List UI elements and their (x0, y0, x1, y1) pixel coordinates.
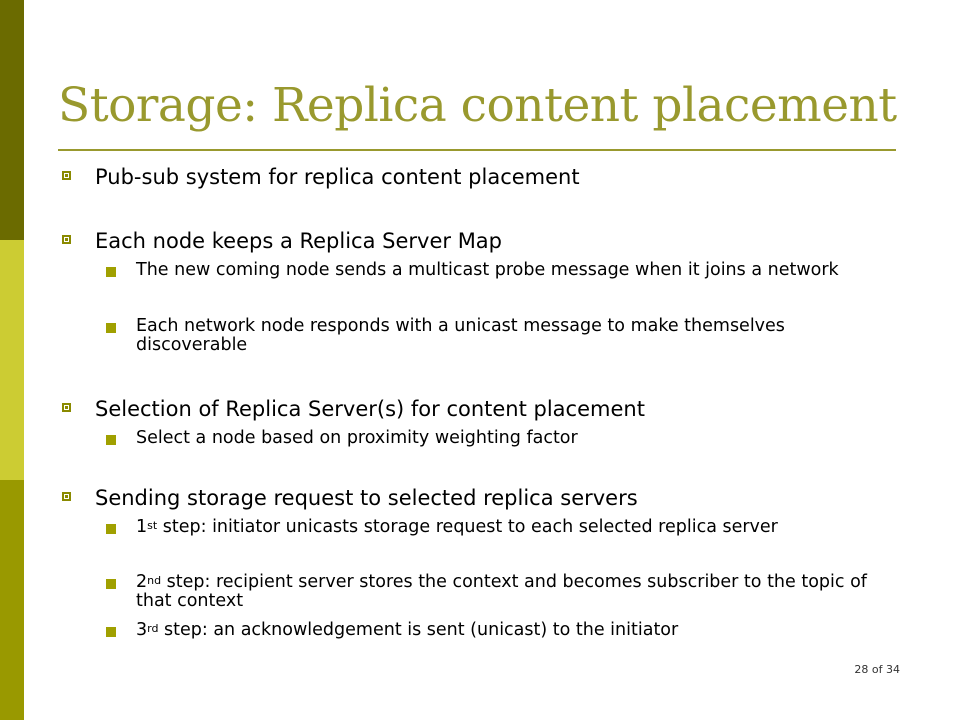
title-underline (58, 149, 896, 151)
step-description: step: recipient server stores the context and becomes subscriber to the topic of that context (136, 572, 867, 611)
square-bullet-icon (62, 235, 71, 244)
bullet-text: Sending storage request to selected replica servers (95, 486, 638, 510)
sub-bullet-text (136, 621, 886, 640)
step-description: step: initiator unicasts storage request to each selected replica server (157, 517, 778, 537)
filled-square-bullet-icon (106, 627, 116, 637)
step-number: 1 (136, 517, 148, 537)
bullet-text: Each node keeps a Replica Server Map (95, 229, 503, 253)
step-ordinal-suffix: st (147, 519, 158, 532)
square-bullet-icon (62, 171, 71, 180)
sub-bullet-text (136, 518, 886, 537)
step-ordinal-suffix: rd (147, 622, 159, 635)
sidebar-band-middle (0, 240, 24, 480)
step-number: 3 (136, 620, 148, 640)
filled-square-bullet-icon (106, 524, 116, 534)
sub-bullet-text (136, 573, 886, 611)
filled-square-bullet-icon (106, 323, 116, 333)
page-number: 28 of 34 (854, 663, 900, 676)
sub-bullet-text: Select a node based on proximity weighting factor (136, 428, 578, 448)
step-number: 2 (136, 572, 148, 592)
step-ordinal-suffix: nd (147, 574, 162, 587)
slide-title: Storage: Replica content placement (58, 78, 897, 133)
sub-bullet-text: Each network node responds with a unicast message to make themselves discoverable (136, 316, 785, 355)
filled-square-bullet-icon (106, 435, 116, 445)
filled-square-bullet-icon (106, 579, 116, 589)
sidebar-band-top (0, 0, 24, 240)
step-description: step: an acknowledgement is sent (unicast) to the initiator (158, 620, 679, 640)
bullet-text: Selection of Replica Server(s) for content placement (95, 397, 645, 421)
square-bullet-icon (62, 492, 71, 501)
sub-bullet-text: The new coming node sends a multicast probe message when it joins a network (136, 260, 839, 280)
filled-square-bullet-icon (106, 267, 116, 277)
square-bullet-icon (62, 403, 71, 412)
bullet-text: Pub-sub system for replica content placement (95, 165, 580, 189)
sidebar-band-bottom (0, 480, 24, 720)
